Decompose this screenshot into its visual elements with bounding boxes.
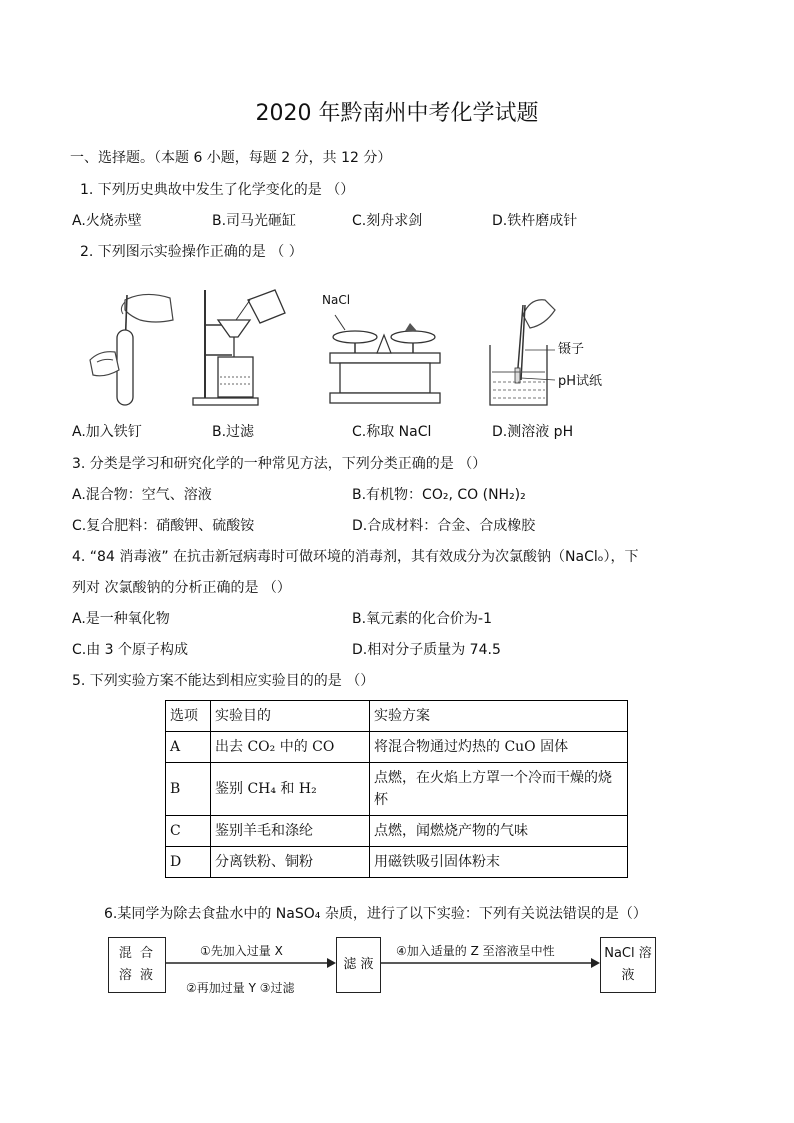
- experiment-table: [165, 700, 628, 878]
- page-title: 2020 年黔南州中考化学试题: [255, 101, 539, 126]
- figure-balance: [325, 305, 445, 410]
- q4-option-c: C.由 3 个原子构成: [72, 642, 189, 658]
- figure-label-ph-paper: pH试纸: [558, 374, 603, 389]
- table-row: [166, 847, 628, 878]
- figure-add-iron-nail: [85, 290, 180, 415]
- table-cell: B: [166, 763, 211, 816]
- q3-option-a: A.混合物：空气、溶液: [72, 487, 212, 503]
- q1-option-a: A.火烧赤壁: [72, 213, 142, 229]
- table-cell: C: [166, 816, 211, 847]
- table-cell: 鉴别 CH₄ 和 H₂: [211, 763, 370, 816]
- figure-filtration: [190, 285, 295, 410]
- table-cell: D: [166, 847, 211, 878]
- q2-option-c: C.称取 NaCl: [352, 424, 432, 440]
- question-4-stem-line1: 4. “84 消毒液” 在抗击新冠病毒时可做环境的消毒剂，其有效成分为次氯酸钠（NaClₒ），下: [72, 549, 639, 565]
- table-header: 实验方案: [370, 701, 628, 732]
- q3-option-b: B.有机物：CO₂, CO (NH₂)₂: [352, 487, 526, 503]
- table-cell: 点燃，在火焰上方罩一个冷而干燥的烧杯: [370, 763, 628, 816]
- figure-ph-test: [485, 290, 560, 410]
- table-header: 选项: [166, 701, 211, 732]
- flow-box-filtrate: 滤 液: [336, 937, 381, 993]
- figure-label-nacl: NaCl: [322, 293, 351, 307]
- question-5-stem: 5. 下列实验方案不能达到相应实验目的的是 （）: [72, 673, 375, 689]
- table-cell: 鉴别羊毛和涤纶: [211, 816, 370, 847]
- flow-box-mixed-solution: 混 合 溶 液: [108, 937, 166, 993]
- table-cell: 将混合物通过灼热的 CuO 固体: [370, 732, 628, 763]
- question-4-stem-line2: 列对 次氯酸钠的分析正确的是 （）: [72, 580, 291, 596]
- flow-step-1-label: ①先加入过量 X: [200, 944, 283, 958]
- table-cell: A: [166, 732, 211, 763]
- flow-box-nacl-solution: NaCl 溶液: [600, 937, 656, 993]
- question-3-stem: 3. 分类是学习和研究化学的一种常见方法，下列分类正确的是 （）: [72, 456, 487, 472]
- flow-step-2-3-label: ②再加过量 Y ③过滤: [186, 981, 295, 995]
- table-cell: 出去 CO₂ 中的 CO: [211, 732, 370, 763]
- q1-option-d: D.铁杵磨成针: [492, 213, 578, 229]
- q2-option-a: A.加入铁钉: [72, 424, 142, 440]
- table-header: 实验目的: [211, 701, 370, 732]
- question-2-stem: 2. 下列图示实验操作正确的是 （ ）: [80, 244, 303, 260]
- q4-option-d: D.相对分子质量为 74.5: [352, 642, 501, 658]
- q2-option-d: D.测溶液 pH: [492, 424, 574, 440]
- q3-option-c: C.复合肥料：硝酸钾、硫酸铵: [72, 518, 255, 534]
- figure-label-tweezers: 镊子: [558, 342, 585, 357]
- q4-option-b: B.氧元素的化合价为-1: [352, 611, 493, 627]
- section-heading: 一、选择题。（本题 6 小题，每题 2 分，共 12 分）: [70, 150, 392, 166]
- table-cell: 用磁铁吸引固体粉末: [370, 847, 628, 878]
- question-6-stem: 6.某同学为除去食盐水中的 NaSO₄ 杂质，进行了以下实验：下列有关说法错误的是（）: [104, 906, 647, 922]
- table-row: [166, 763, 628, 816]
- table-cell: 分离铁粉、铜粉: [211, 847, 370, 878]
- q1-option-c: C.刻舟求剑: [352, 213, 423, 229]
- flow-step-4-label: ④加入适量的 Z 至溶液呈中性: [396, 944, 555, 958]
- table-header-row: [166, 701, 628, 732]
- q4-option-a: A.是一种氧化物: [72, 611, 170, 627]
- q3-option-d: D.合成材料：合金、合成橡胶: [352, 518, 536, 534]
- q2-option-b: B.过滤: [212, 424, 255, 440]
- q1-option-b: B.司马光砸缸: [212, 213, 297, 229]
- table-cell: 点燃，闻燃烧产物的气味: [370, 816, 628, 847]
- question-1-stem: 1. 下列历史典故中发生了化学变化的是 （）: [80, 182, 355, 198]
- table-row: [166, 732, 628, 763]
- table-row: [166, 816, 628, 847]
